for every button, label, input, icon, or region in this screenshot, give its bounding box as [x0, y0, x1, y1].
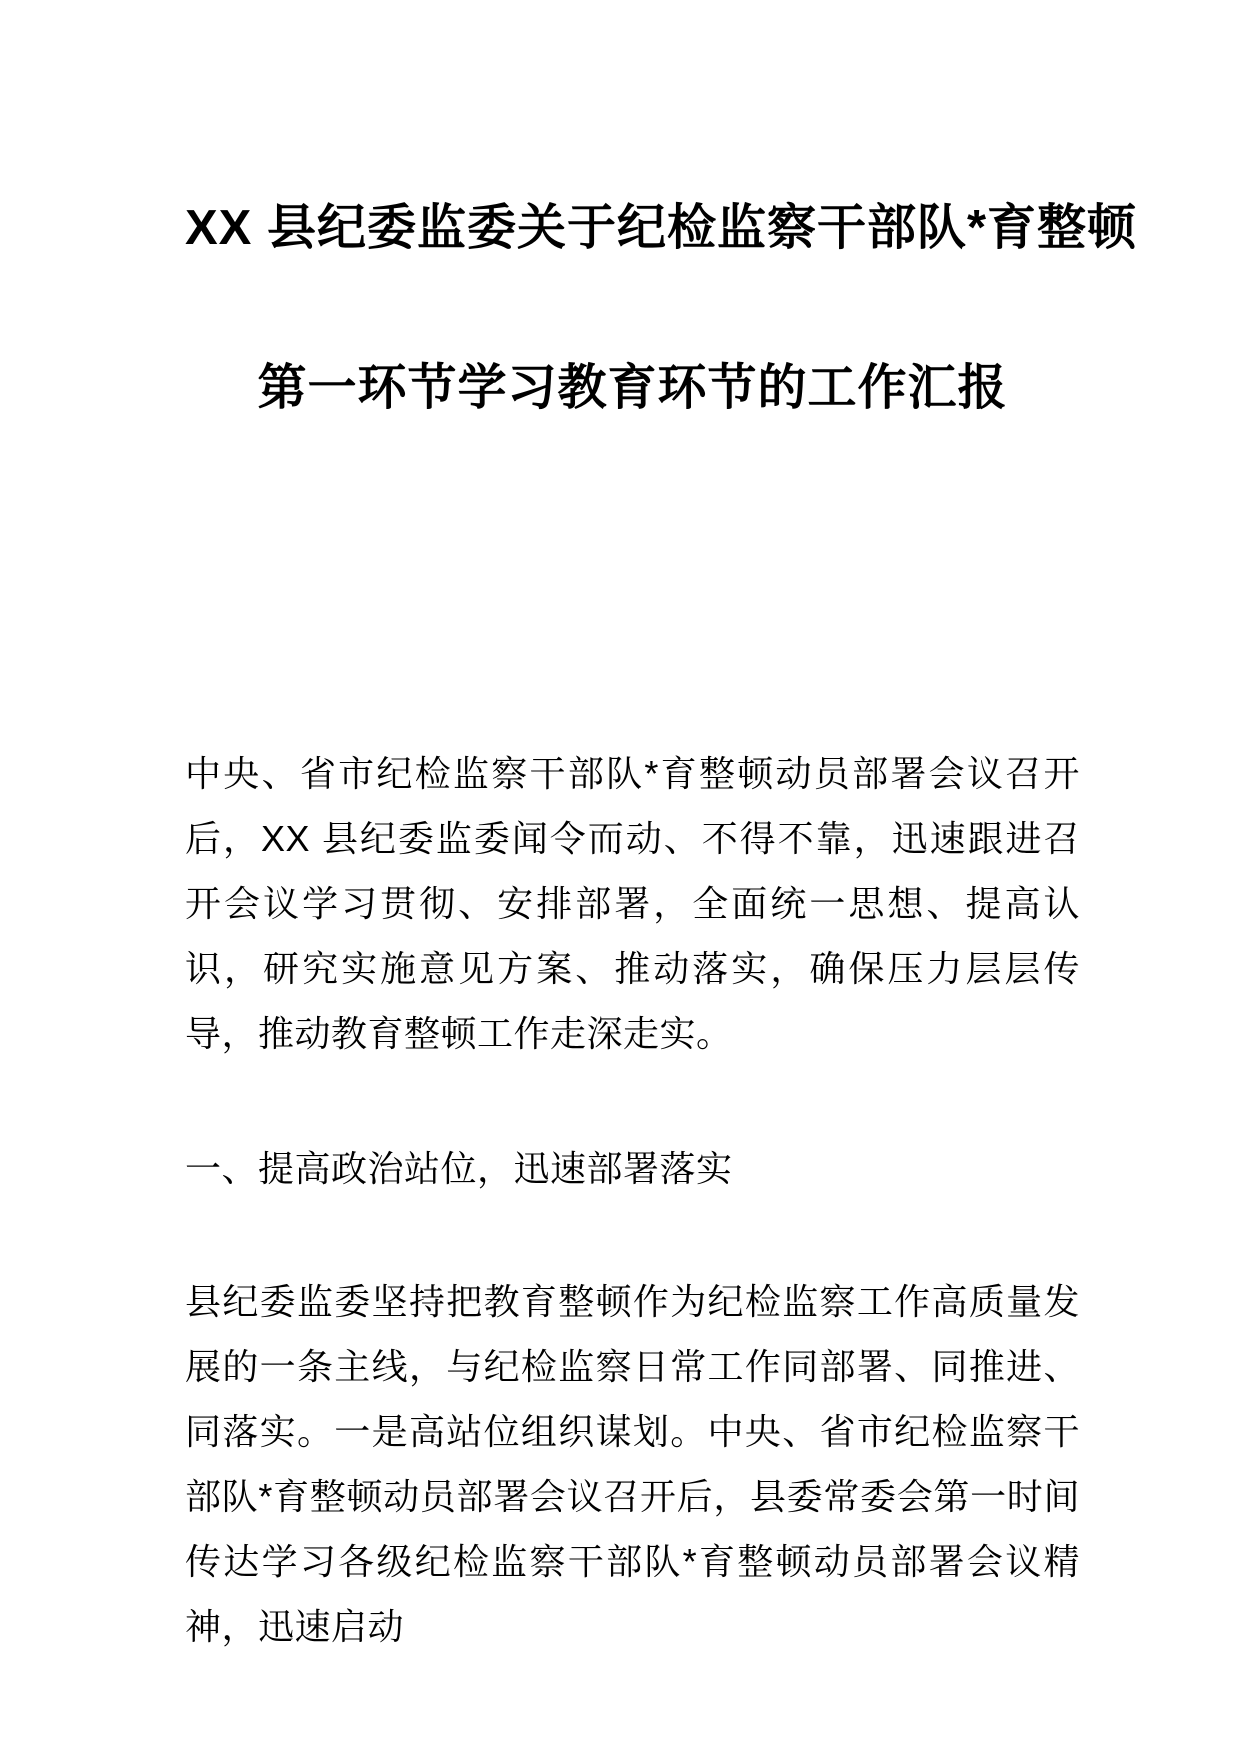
document-title-line-1: XX 县纪委监委关于纪检监察干部队*育整顿	[185, 201, 1138, 255]
paragraph-section-1-body: 县纪委监委坚持把教育整顿作为纪检监察工作高质量发展的一条主线，与纪检监察日常工作同部署、同推进、同落实。一是高站位组织谋划。中央、省市纪检监察干部队*育整顿动员部署会议召开后，县委常委会第一时间传达学习各级纪检监察干部队*育整顿动员部署会议精神，迅速启动	[185, 1281, 1080, 1647]
paragraph-intro: 中央、省市纪检监察干部队*育整顿动员部署会议召开后，XX 县纪委监委闻令而动、不得不靠，迅速跟进召开会议学习贯彻、安排部署，全面统一思想、提高认识，研究实施意见方案、推动落实，确保压力层层传导，推动教育整顿工作走深走实。	[185, 753, 1080, 1054]
section-heading-1: 一、提高政治站位，迅速部署落实	[185, 1148, 733, 1189]
document-title-line-2: 第一环节学习教育环节的工作汇报	[257, 361, 1008, 415]
